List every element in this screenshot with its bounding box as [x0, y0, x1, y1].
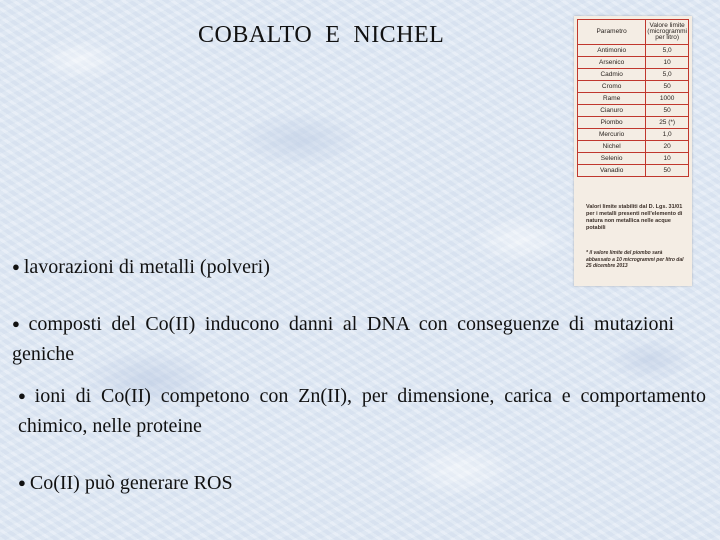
table-row — [578, 129, 689, 141]
table-cell-parameter: Cianuro — [578, 105, 646, 117]
table-cell-value: 5,0 — [646, 69, 689, 81]
table-cell-parameter: Cromo — [578, 81, 646, 93]
bullet-text: Co(II) può generare ROS — [29, 472, 233, 494]
slide-title: COBALTO E NICHEL — [198, 22, 445, 48]
table-cell-value: 20 — [646, 141, 689, 153]
table-cell-value: 25 (*) — [646, 117, 689, 129]
bullet-item-4 — [18, 468, 558, 498]
table-row — [578, 93, 689, 105]
table-cell-value: 5,0 — [646, 45, 689, 57]
table-cell-parameter: Vanadio — [578, 165, 646, 177]
table-cell-parameter: Arsenico — [578, 57, 646, 69]
limit-values-table-image — [574, 16, 692, 286]
table-note: Valori limite stabiliti dal D. Lgs. 31/01 per i metalli presenti nell'elemento di natura non metallica nelle acque potabili — [586, 204, 683, 231]
table-cell-value: 10 — [646, 57, 689, 69]
bullet-text: lavorazioni di metalli (polveri) — [23, 256, 270, 278]
table-row — [578, 141, 689, 153]
table-cell-parameter: Antimonio — [578, 45, 646, 57]
table-cell-value: 10 — [646, 153, 689, 165]
table-row — [578, 45, 689, 57]
table-header-valore: Valore limite (microgrammi per litro) — [646, 20, 689, 45]
table-cell-value: 50 — [646, 81, 689, 93]
table-row — [578, 81, 689, 93]
table-cell-parameter: Selenio — [578, 153, 646, 165]
table-cell-parameter: Mercurio — [578, 129, 646, 141]
bullet-icon: ● — [12, 259, 20, 274]
table-cell-value: 1000 — [646, 93, 689, 105]
table-row — [578, 69, 689, 81]
bullet-item-2 — [12, 309, 674, 369]
bullet-icon: ● — [12, 316, 25, 331]
bullet-icon: ● — [18, 388, 31, 403]
table-cell-parameter: Nichel — [578, 141, 646, 153]
table-cell-parameter: Piombo — [578, 117, 646, 129]
bullet-text: composti del Co(II) inducono danni al DNA con conseguenze di mutazioni geniche — [12, 313, 675, 365]
table-cell-value: 1,0 — [646, 129, 689, 141]
table-header-parametro: Parametro — [578, 20, 646, 45]
bullet-item-1 — [12, 252, 552, 282]
table-header-row — [578, 20, 689, 45]
bullet-text: ioni di Co(II) competono con Zn(II), per dimensione, carica e comportamento chimico, nelle proteine — [18, 385, 706, 437]
table-row — [578, 117, 689, 129]
table-row — [578, 105, 689, 117]
limit-values-table — [577, 19, 689, 177]
table-cell-value: 50 — [646, 105, 689, 117]
table-cell-value: 50 — [646, 165, 689, 177]
table-footnote: * il valore limite del piombo sarà abbassato a 10 microgrammi per litro dal 25 dicembre 2013 — [586, 250, 684, 269]
table-cell-parameter: Rame — [578, 93, 646, 105]
table-row — [578, 153, 689, 165]
bullet-icon: ● — [18, 475, 26, 490]
bullet-item-3 — [18, 381, 706, 441]
table-cell-parameter: Cadmio — [578, 69, 646, 81]
table-body — [578, 45, 689, 177]
table-row — [578, 57, 689, 69]
table-row — [578, 165, 689, 177]
